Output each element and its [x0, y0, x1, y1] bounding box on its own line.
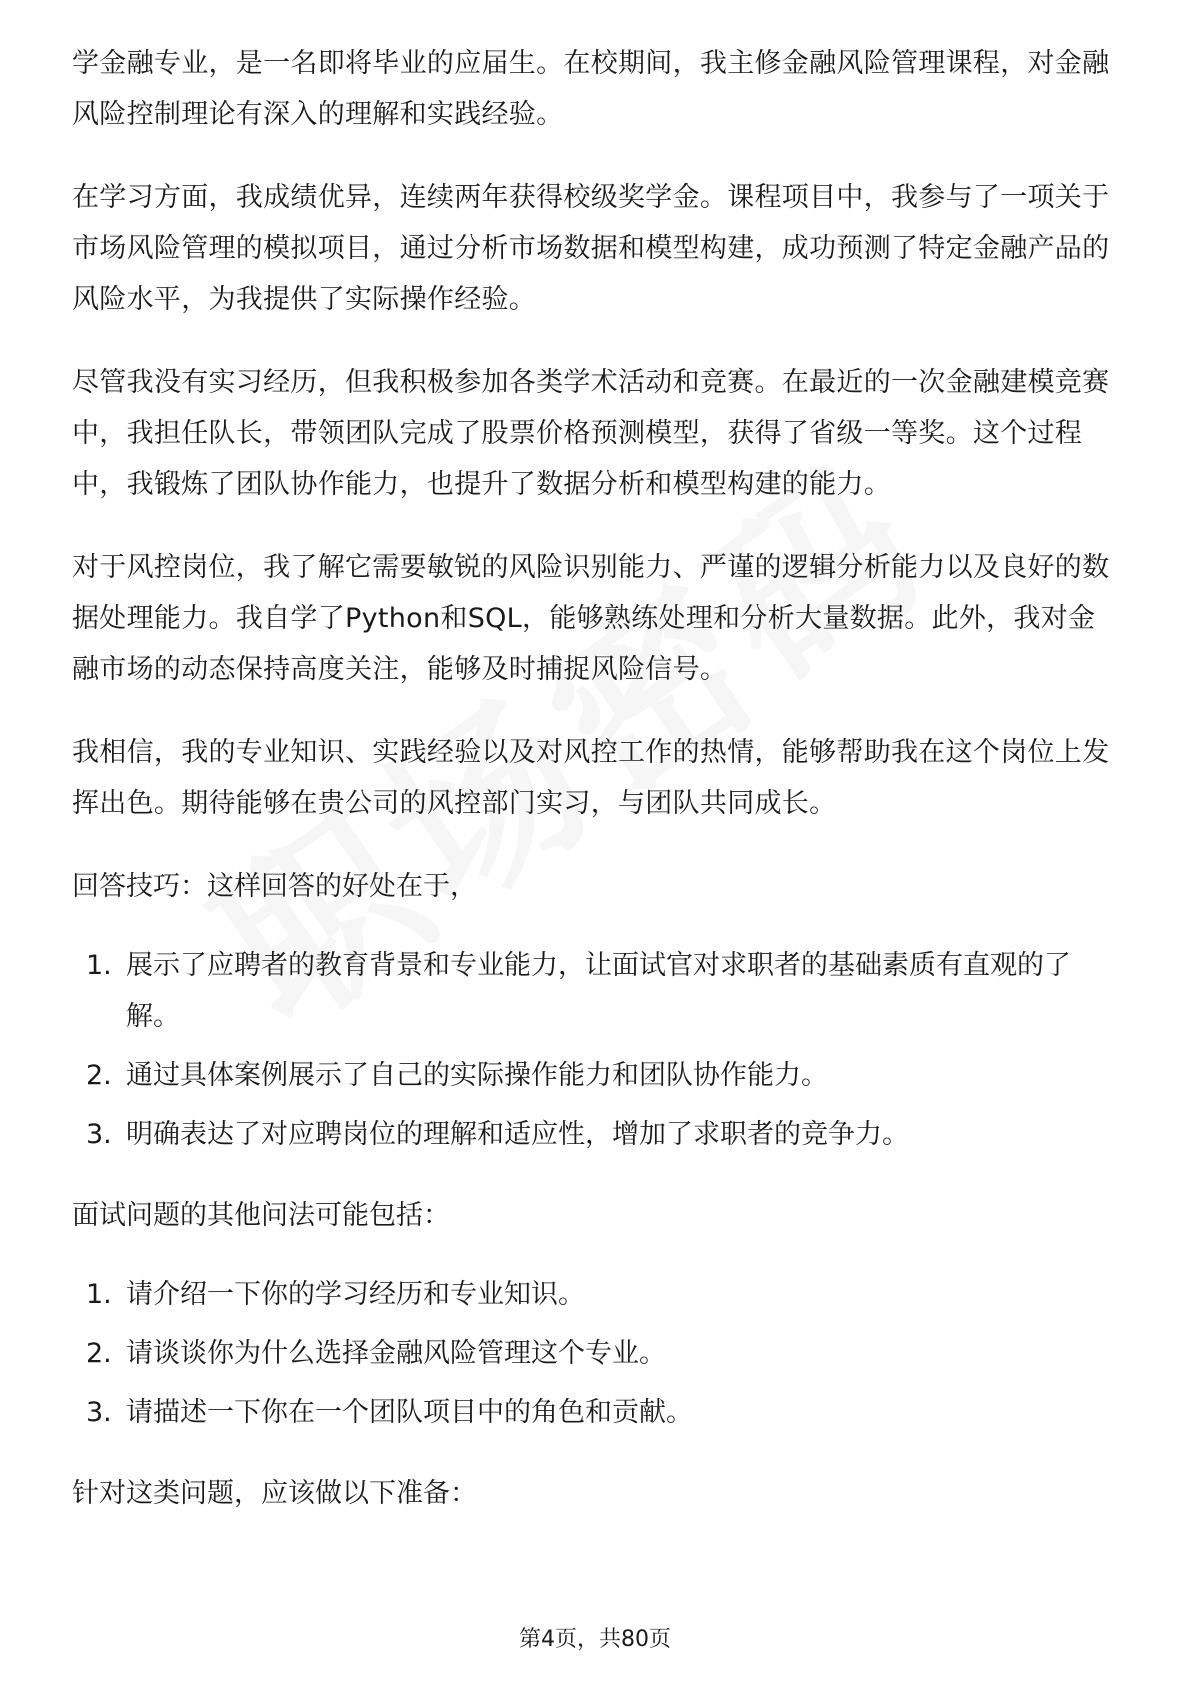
- paragraph-education: 学金融专业，是一名即将毕业的应届生。在校期间，我主修金融风险管理课程，对金融风险控制理论有深入的理解和实践经验。: [72, 48, 1110, 130]
- list-item: [72, 1109, 1118, 1160]
- list-item: [72, 940, 1118, 1042]
- list-item: [72, 1328, 1118, 1379]
- alt-questions-heading: 面试问题的其他问法可能包括：: [72, 1200, 450, 1231]
- list-item-text: 请谈谈你为什么选择金融风险管理这个专业。: [126, 1338, 666, 1369]
- list-item-number: 1.: [86, 1279, 112, 1310]
- list-item-number: 2.: [86, 1060, 112, 1091]
- paragraph-closing: 我相信，我的专业知识、实践经验以及对风控工作的热情，能够帮助我在这个岗位上发挥出色。期待能够在贵公司的风控部门实习，与团队共同成长。: [72, 737, 1110, 819]
- alt-questions-list: [72, 1269, 1118, 1438]
- list-item-text: 请介绍一下你的学习经历和专业知识。: [126, 1279, 585, 1310]
- list-item-text: 展示了应聘者的教育背景和专业能力，让面试官对求职者的基础素质有直观的了解。: [126, 950, 1071, 1032]
- list-item: [72, 1050, 1118, 1101]
- list-item: [72, 1269, 1118, 1320]
- list-item-number: 2.: [86, 1338, 112, 1369]
- paragraph-risk-role: 对于风控岗位，我了解它需要敏锐的风险识别能力、严谨的逻辑分析能力以及良好的数据处理能力。我自学了Python和SQL，能够熟练处理和分析大量数据。此外，我对金融市场的动态保持高度关注，能够及时捕捉风险信号。: [72, 552, 1110, 685]
- tips-list: [72, 940, 1118, 1160]
- paragraph-competition: 尽管我没有实习经历，但我积极参加各类学术活动和竞赛。在最近的一次金融建模竞赛中，我担任队长，带领团队完成了股票价格预测模型，获得了省级一等奖。这个过程中，我锻炼了团队协作能力，也提升了数据分析和模型构建的能力。: [72, 367, 1110, 500]
- list-item-number: 3.: [86, 1119, 112, 1150]
- preparation-heading: 针对这类问题，应该做以下准备：: [72, 1478, 477, 1509]
- list-item-number: 1.: [86, 950, 112, 981]
- list-item-text: 明确表达了对应聘岗位的理解和适应性，增加了求职者的竞争力。: [126, 1119, 909, 1150]
- tips-heading: 回答技巧：这样回答的好处在于，: [72, 871, 477, 902]
- list-item-text: 请描述一下你在一个团队项目中的角色和贡献。: [126, 1397, 693, 1428]
- document-body: [72, 38, 1118, 1547]
- list-item-text: 通过具体案例展示了自己的实际操作能力和团队协作能力。: [126, 1060, 828, 1091]
- list-item-number: 3.: [86, 1397, 112, 1428]
- paragraph-study: 在学习方面，我成绩优异，连续两年获得校级奖学金。课程项目中，我参与了一项关于市场风险管理的模拟项目，通过分析市场数据和模型构建，成功预测了特定金融产品的风险水平，为我提供了实际操作经验。: [72, 182, 1110, 315]
- list-item: [72, 1387, 1118, 1438]
- page-footer: 第4页，共80页: [519, 1627, 671, 1652]
